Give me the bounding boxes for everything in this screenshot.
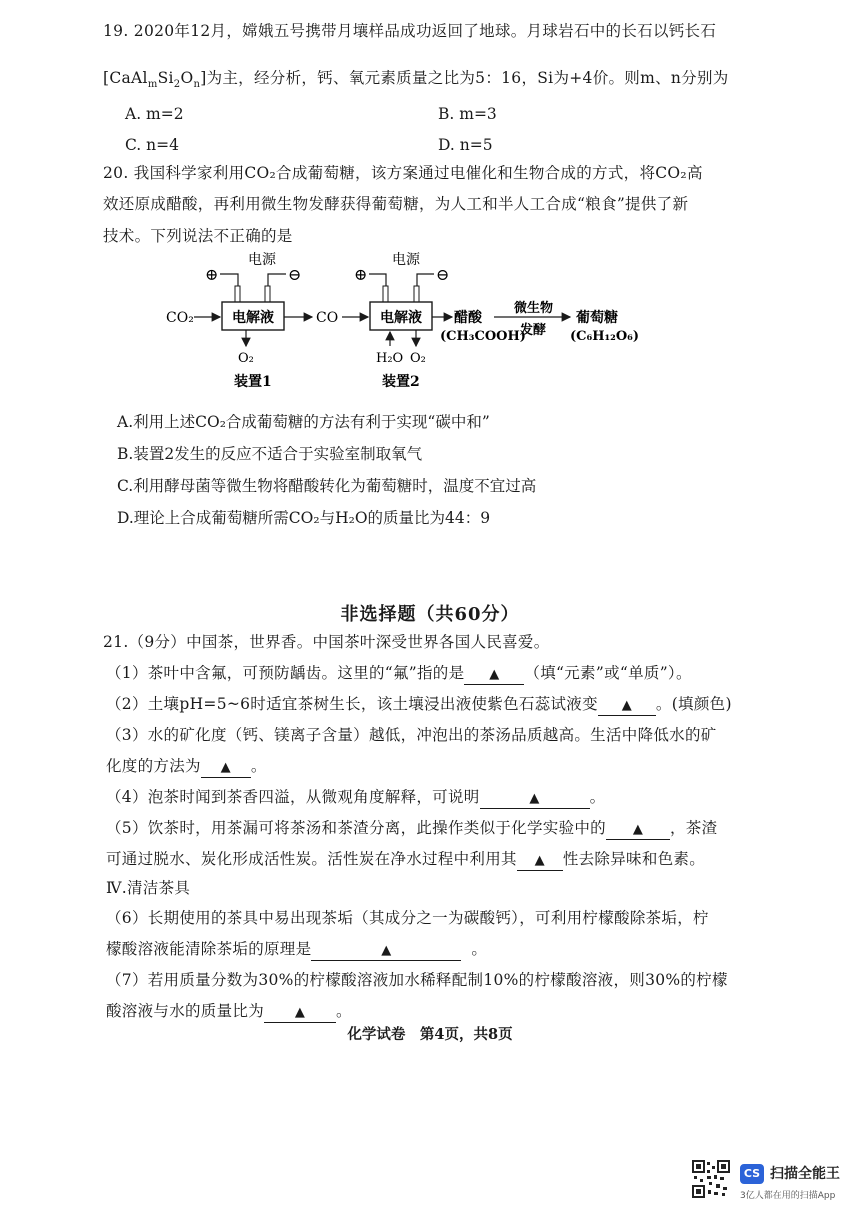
answer-blank-4[interactable] [480, 789, 590, 809]
electrolysis-diagram [160, 246, 680, 396]
qr-code-icon [692, 1160, 730, 1198]
page-footer: 化学试卷 第4页，共8页 [347, 1026, 513, 1043]
q20-line1: 20. 我国科学家利用CO₂合成葡萄糖，该方案通过电催化和生物合成的方式，将CO₂高 [103, 164, 703, 182]
answer-blank-1[interactable] [464, 665, 524, 685]
q21-part6-line2 [106, 939, 487, 961]
q21-p3-tail: 。 [250, 757, 267, 775]
power-label-2: 电源 [392, 252, 420, 268]
ferment-label: 发酵 [520, 323, 547, 338]
minus-icon-1: ⊖ [288, 265, 302, 284]
plus-icon-2: ⊕ [354, 265, 368, 284]
formula-o: O [180, 69, 194, 87]
q19-line2-rest: ]为主，经分析，钙、氧元素质量之比为5：16，Si为+4价。则m、n分别为 [200, 69, 729, 87]
blank-triangle-icon: ▲ [529, 791, 540, 806]
minus-icon-2: ⊖ [436, 265, 450, 284]
q19-line1: 19. 2020年12月，嫦娥五号携带月壤样品成功返回了地球。月球岩石中的长石以钙长石 [103, 22, 717, 40]
blank-triangle-icon: ▲ [489, 667, 500, 682]
blank-triangle-icon: ▲ [381, 943, 392, 958]
glucose-label: 葡萄糖 [576, 310, 618, 326]
q19-option-d: D. n=5 [438, 136, 493, 154]
section-title: 非选择题（共60分） [340, 604, 520, 625]
wire-minus-1 [268, 274, 286, 298]
scanner-logo: CS [740, 1164, 764, 1184]
q21-p2-text: （2）土壤pH=5~6时适宜茶树生长，该土壤浸出液使紫色石蕊试液变 [106, 695, 598, 713]
q21-part6-line1: （6）长期使用的茶具中易出现茶垢（其成分之一为碳酸钙），可利用柠檬酸除茶垢，柠 [106, 909, 709, 927]
q20-line3: 技术。下列说法不正确的是 [103, 227, 293, 245]
q21-part4 [106, 787, 605, 809]
microbe-label: 微生物 [514, 301, 554, 316]
device1-label: 装置1 [234, 374, 272, 390]
q21-p5-text: （5）饮茶时，用茶漏可将茶汤和茶渣分离，此操作类似于化学实验中的 [106, 819, 606, 837]
q20-line2: 效还原成醋酸，再利用微生物发酵获得葡萄糖，为人工和半人工合成“粮食”提供了新 [103, 195, 689, 213]
answer-blank-5[interactable] [606, 820, 670, 840]
q19-option-a: A. m=2 [125, 105, 184, 123]
h2o-label: H₂O [376, 351, 404, 366]
q20-option-d: D.理论上合成葡萄糖所需CO₂与H₂O的质量比为44：9 [117, 509, 491, 527]
q20-option-a: A.利用上述CO₂合成葡萄糖的方法有利于实现“碳中和” [117, 413, 490, 431]
q19-option-c: C. n=4 [125, 136, 179, 154]
answer-blank-8[interactable] [264, 1003, 336, 1023]
formula-part: [CaAl [103, 69, 148, 87]
electrolyte-label-1: 电解液 [232, 310, 274, 326]
scanner-app-name: 扫描全能王 [770, 1166, 840, 1182]
blank-triangle-icon: ▲ [294, 1005, 306, 1020]
formula-sub-m: m [147, 79, 158, 91]
q20-option-c: C.利用酵母菌等微生物将醋酸转化为葡萄糖时，温度不宜过高 [117, 477, 537, 495]
device2-label: 装置2 [382, 374, 420, 390]
answer-blank-2[interactable] [598, 696, 656, 716]
q21-part7-line2 [106, 1001, 352, 1023]
q21-part5-line1 [106, 818, 717, 840]
q21-p3-text: 化度的方法为 [106, 757, 201, 775]
q21-part3-line1: （3）水的矿化度（钙、镁离子含量）越低，冲泡出的茶汤品质越高。生活中降低水的矿 [106, 726, 717, 744]
co-label: CO [316, 310, 339, 326]
formula-sub-n: n [193, 79, 201, 91]
glucose-formula: (C₆H₁₂O₆) [570, 329, 640, 344]
q21-part2 [106, 694, 732, 716]
q21-p1-tail: （填“元素”或“单质”）。 [524, 664, 692, 682]
q21-p6-text: 檬酸溶液能清除茶垢的原理是 [106, 940, 312, 958]
formula-si: Si [157, 69, 174, 87]
blank-triangle-icon: ▲ [632, 822, 644, 837]
acetic-formula: (CH₃COOH) [440, 329, 526, 344]
blank-triangle-icon: ▲ [621, 698, 633, 713]
q21-p5-tail2: 性去除异味和色素。 [562, 850, 706, 868]
o2-label-1: O₂ [238, 351, 254, 366]
co2-label: CO₂ [166, 310, 194, 326]
q21-p5-tail: ，茶渣 [669, 819, 718, 837]
scanner-slogan: 3亿人都在用的扫描App [740, 1191, 836, 1201]
q21-p6-tail: 。 [471, 940, 488, 958]
o2-label-2: O₂ [410, 351, 426, 366]
q21-header: 21.（9分）中国茶，世界香。中国茶叶深受世界各国人民喜爱。 [103, 633, 550, 651]
q19-option-b: B. m=3 [438, 105, 497, 123]
blank-triangle-icon: ▲ [534, 853, 545, 868]
q21-p7-text: 酸溶液与水的质量比为 [106, 1002, 265, 1020]
q19-line2 [103, 68, 729, 95]
plus-icon-1: ⊕ [205, 265, 219, 284]
formula-sub-2: 2 [173, 79, 181, 91]
q21-p5-text2: 可通过脱水、炭化形成活性炭。活性炭在净水过程中利用其 [106, 850, 517, 868]
q21-p7-tail: 。 [336, 1002, 352, 1020]
q21-p2-tail: 。(填颜色) [655, 695, 732, 713]
q21-p4-text: （4）泡茶时闻到茶香四溢，从微观角度解释，可说明 [106, 788, 480, 806]
q20-option-b: B.装置2发生的反应不适合于实验室制取氧气 [117, 445, 423, 463]
blank-triangle-icon: ▲ [220, 760, 231, 775]
q21-part7-line1: （7）若用质量分数为30%的柠檬酸溶液加水稀释配制10%的柠檬酸溶液，则30%的柠檬 [106, 971, 728, 989]
electrolyte-label-2: 电解液 [380, 310, 422, 326]
wire-minus-2 [417, 274, 434, 298]
q21-part1 [106, 663, 692, 685]
q21-part5-line2 [106, 849, 705, 871]
answer-blank-3[interactable] [201, 758, 251, 778]
q21-part3-line2 [106, 756, 267, 778]
q21-subheading: Ⅳ.清洁茶具 [106, 879, 191, 897]
answer-blank-7[interactable] [311, 941, 461, 961]
q21-p4-tail: 。 [589, 788, 606, 806]
power-label-1: 电源 [248, 252, 276, 268]
q21-p1-text: （1）茶叶中含氟，可预防龋齿。这里的“氟”指的是 [106, 664, 465, 682]
answer-blank-6[interactable] [517, 851, 563, 871]
acetic-label: 醋酸 [454, 310, 482, 326]
